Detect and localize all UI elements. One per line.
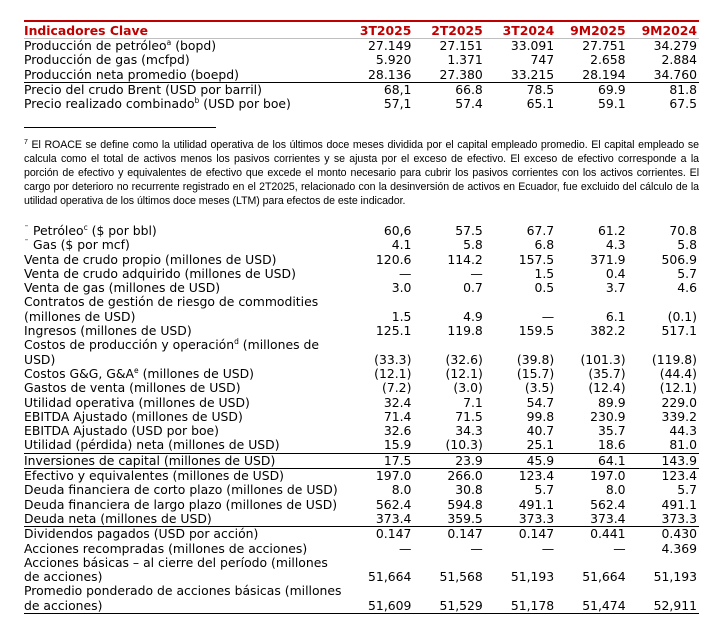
row-label-text: Acciones recompradas (millones de acciones) <box>24 540 308 556</box>
row-unit: (millones de USD) <box>138 365 254 381</box>
value-cell: 15.9 <box>342 438 413 453</box>
value-cell: 4.3 <box>605 237 626 253</box>
row-label-text: Producción de petróleo <box>24 38 167 53</box>
value-cell: 51,178 <box>485 584 556 613</box>
row-label-text: Acciones básicas – al cierre del período (millones de acciones) <box>24 554 328 585</box>
row-label-text: Precio del crudo Brent (USD por barril) <box>24 81 262 97</box>
value-cell: 65.1 <box>526 96 555 112</box>
value-cell: 5.8 <box>463 237 483 253</box>
value-cell: 0.147 <box>375 526 412 542</box>
value-cell: 51,664 <box>582 569 626 585</box>
value-cell: 373.3 <box>485 512 556 527</box>
row-label-text: Efectivo y equivalentes (millones de USD) <box>24 468 284 484</box>
value-cell: 197.0 <box>590 468 626 484</box>
value-cell: 506.9 <box>661 251 697 267</box>
value-cell: 4.6 <box>677 280 697 296</box>
row-label-text: Producción de gas (mcfpd) <box>24 52 190 68</box>
value-cell: 5.920 <box>375 52 412 68</box>
table-row <box>24 338 699 367</box>
row-label <box>24 424 342 438</box>
value-cell: (7.2) <box>382 380 412 396</box>
value-cell: 81.8 <box>669 81 697 97</box>
value-cell: 197.0 <box>375 468 412 484</box>
value-cell: 54.7 <box>526 394 555 410</box>
value-cell: 30.8 <box>455 482 483 498</box>
value-cell: — <box>470 265 483 281</box>
value-cell: — <box>470 540 483 556</box>
row-label <box>24 410 342 424</box>
value-cell: 230.9 <box>590 408 626 424</box>
row-label <box>24 39 342 54</box>
value-cell: — <box>613 540 626 556</box>
value-cell: 6.1 <box>605 308 626 324</box>
value-cell: 27.751 <box>582 38 626 53</box>
value-cell: 33.091 <box>510 38 555 53</box>
value-cell: 99.8 <box>526 408 555 424</box>
column-header: 9M2025 <box>556 21 627 39</box>
value-cell: (33.3) <box>374 351 412 367</box>
value-cell: 143.9 <box>628 453 699 468</box>
value-cell: 157.5 <box>518 251 555 267</box>
value-cell: 67.7 <box>526 223 555 238</box>
value-cell: 562.4 <box>375 496 412 512</box>
value-cell: 266.0 <box>447 468 483 484</box>
table-row <box>24 238 699 252</box>
row-label <box>24 483 342 497</box>
value-cell: (3.0) <box>453 380 483 396</box>
footnote <box>24 138 699 208</box>
row-label <box>24 381 342 395</box>
value-cell: 34.760 <box>628 68 699 83</box>
value-cell: 125.1 <box>375 323 412 339</box>
value-cell: — <box>541 540 555 556</box>
value-cell: 120.6 <box>375 251 412 267</box>
value-cell: 7.1 <box>463 394 483 410</box>
value-cell: 70.8 <box>669 223 697 238</box>
footnote-ref: e <box>134 365 139 375</box>
footnote-marker: 7 <box>24 139 28 146</box>
value-cell: (12.1) <box>445 365 483 381</box>
row-label <box>24 469 342 484</box>
table-row <box>24 82 699 97</box>
footnote-separator <box>24 127 216 128</box>
value-cell: 45.9 <box>485 453 556 468</box>
value-cell: 0.147 <box>518 526 555 542</box>
value-cell: 18.6 <box>556 438 627 453</box>
value-cell: 359.5 <box>413 512 484 527</box>
row-label <box>24 584 342 613</box>
row-label-text: Utilidad operativa (millones de USD) <box>24 394 250 410</box>
value-cell: 3.0 <box>391 280 412 296</box>
row-unit: (bopd) <box>171 38 217 53</box>
value-cell: 66.8 <box>455 81 483 97</box>
value-cell: 373.3 <box>628 512 699 527</box>
row-label-text: Deuda financiera de largo plazo (millones de USD) <box>24 496 338 512</box>
value-cell: 159.5 <box>518 323 555 339</box>
value-cell: 5.8 <box>677 237 697 253</box>
value-cell: 2.884 <box>661 52 697 68</box>
value-cell: 0.147 <box>447 526 483 542</box>
row-label-text: EBITDA Ajustado (USD por boe) <box>24 423 219 439</box>
row-label <box>24 97 342 111</box>
row-label-text: Gastos de venta (millones de USD) <box>24 380 241 396</box>
value-cell: 27.149 <box>368 38 412 53</box>
value-cell: 40.7 <box>526 423 555 439</box>
value-cell: 57.5 <box>455 223 483 238</box>
value-cell: 51,193 <box>510 569 555 585</box>
value-cell: 28.136 <box>342 68 413 83</box>
value-cell: 68,1 <box>383 81 412 97</box>
value-cell: 25.1 <box>485 438 556 453</box>
value-cell: (119.8) <box>651 351 697 367</box>
row-label <box>24 253 342 267</box>
table-row <box>24 224 699 238</box>
row-label-text: Producción neta promedio (boepd) <box>24 66 239 82</box>
row-label-text: EBITDA Ajustado (millones de USD) <box>24 408 243 424</box>
row-label-text: Contratos de gestión de riesgo de commodities (millones de USD) <box>24 294 319 324</box>
key-indicators-table-top <box>24 20 699 111</box>
value-cell: 339.2 <box>661 408 697 424</box>
value-cell: — <box>399 540 412 556</box>
table-row <box>24 381 699 395</box>
value-cell: 35.7 <box>597 423 626 439</box>
value-cell: 28.194 <box>556 68 627 83</box>
value-cell: 34.279 <box>653 38 697 53</box>
table-row <box>24 556 699 585</box>
table-row <box>24 498 699 512</box>
value-cell: 51,568 <box>439 569 483 585</box>
row-label <box>24 82 342 97</box>
table-row <box>24 68 699 83</box>
table-row <box>24 97 699 111</box>
row-label <box>24 367 342 381</box>
value-cell: 4.369 <box>661 540 697 556</box>
value-cell: 17.5 <box>342 453 413 468</box>
value-cell: 373.4 <box>556 512 627 527</box>
row-label <box>24 281 342 295</box>
row-label-text: Precio realizado combinado <box>24 96 195 112</box>
row-label-text: Dividendos pagados (USD por acción) <box>24 526 259 542</box>
value-cell: 229.0 <box>661 394 697 410</box>
value-cell: 4.1 <box>391 237 412 253</box>
value-cell: 51,474 <box>556 584 627 613</box>
value-cell: (32.6) <box>445 351 483 367</box>
value-cell: 1.5 <box>534 265 555 281</box>
value-cell: 51,529 <box>413 584 484 613</box>
value-cell: 371.9 <box>590 251 626 267</box>
sub-item-dash-icon: ˉ <box>24 225 29 236</box>
value-cell: 123.4 <box>518 468 555 484</box>
value-cell: 44.3 <box>669 423 697 439</box>
row-label-text: Gas ($ por mcf) <box>33 237 130 253</box>
value-cell: 8.0 <box>605 482 626 498</box>
value-cell: 57.4 <box>455 96 483 112</box>
value-cell: 0.441 <box>590 526 626 542</box>
row-label <box>24 295 342 324</box>
value-cell: 0.7 <box>463 280 483 296</box>
value-cell: 373.4 <box>342 512 413 527</box>
row-label-text: Petróleo <box>33 223 84 238</box>
row-label <box>24 556 342 585</box>
table-row <box>24 410 699 424</box>
header-row <box>24 21 699 39</box>
value-cell: (3.5) <box>524 380 555 396</box>
row-label-text: Costos de producción y operación <box>24 337 235 353</box>
row-label-text: Inversiones de capital (millones de USD) <box>24 452 276 468</box>
row-label-text: Promedio ponderado de acciones básicas (millones de acciones) <box>24 583 342 613</box>
value-cell: 34.3 <box>455 423 483 439</box>
value-cell: (101.3) <box>580 351 626 367</box>
table-row <box>24 324 699 338</box>
value-cell: 5.7 <box>677 265 697 281</box>
footnote-ref: b <box>194 96 200 106</box>
value-cell: 119.8 <box>447 323 483 339</box>
value-cell: (44.4) <box>659 365 697 381</box>
row-label <box>24 267 342 281</box>
footnote-ref: a <box>166 38 172 47</box>
table-row <box>24 453 699 468</box>
column-header: 3T2024 <box>485 21 556 39</box>
row-label-text: Costos G&G, G&A <box>24 365 135 381</box>
value-cell: 57,1 <box>383 96 412 112</box>
table-row <box>24 542 699 556</box>
table-row <box>24 281 699 295</box>
value-cell: 382.2 <box>590 323 626 339</box>
value-cell: (15.7) <box>516 365 555 381</box>
row-label <box>24 324 342 338</box>
value-cell: (12.4) <box>588 380 626 396</box>
table-row <box>24 584 699 613</box>
row-label <box>24 224 342 238</box>
row-label <box>24 542 342 556</box>
row-label <box>24 338 342 367</box>
value-cell: 491.1 <box>661 496 697 512</box>
table-row <box>24 483 699 497</box>
value-cell: 60,6 <box>383 223 412 238</box>
value-cell: 6.8 <box>534 237 555 253</box>
column-header: 2T2025 <box>413 21 484 39</box>
row-unit: ($ por bbl) <box>87 223 157 238</box>
value-cell: 8.0 <box>391 482 412 498</box>
value-cell: 747 <box>530 52 555 68</box>
table-row <box>24 267 699 281</box>
value-cell: 33.215 <box>485 68 556 83</box>
row-label <box>24 527 342 542</box>
value-cell: (12.1) <box>659 380 697 396</box>
value-cell: 71.5 <box>455 408 483 424</box>
table-row <box>24 469 699 484</box>
value-cell: 114.2 <box>447 251 483 267</box>
row-label <box>24 53 342 67</box>
row-label-text: Deuda financiera de corto plazo (millones de USD) <box>24 482 338 498</box>
value-cell: 67.5 <box>669 96 697 112</box>
table-title: Indicadores Clave <box>24 21 342 39</box>
footnote-text: El ROACE se define como la utilidad operativa de los últimos doce meses dividida por el capital empleado promedio. El capital empleado se calcula como el total de activos menos los pasivos corrientes y se ajusta por el exceso de efectivo. El exceso de efectivo corresponde a la porción de efectivo y equivalentes de efectivo que excede el monto necesario para cubrir los pasivos corrientes con los activos corrientes. El cargo por deterioro no recurrente registrado en el 2T2025, relacionado con la desinversión de activos en Ecuador, fue excluido del cálculo de la utilidad operativa de los últimos doce meses (LTM) para efectos de este indicador. <box>24 139 699 207</box>
row-label <box>24 438 342 453</box>
table-row <box>24 527 699 542</box>
row-label <box>24 238 342 252</box>
value-cell: 78.5 <box>526 81 555 97</box>
value-cell: 23.9 <box>413 453 484 468</box>
row-label-text: Venta de crudo adquirido (millones de USD) <box>24 265 296 281</box>
value-cell: 123.4 <box>661 468 697 484</box>
value-cell: 52,911 <box>628 584 699 613</box>
value-cell: (12.1) <box>374 365 412 381</box>
value-cell: 81.0 <box>628 438 699 453</box>
row-label <box>24 498 342 512</box>
row-unit: (millones de USD) <box>24 337 319 367</box>
value-cell: 71.4 <box>383 408 412 424</box>
value-cell: 69.9 <box>597 81 626 97</box>
value-cell: (0.1) <box>667 308 697 324</box>
row-label-text: Ingresos (millones de USD) <box>24 323 192 339</box>
value-cell: 1.5 <box>391 308 412 324</box>
table-row <box>24 367 699 381</box>
table-row <box>24 53 699 67</box>
table-row <box>24 512 699 527</box>
value-cell: — <box>399 265 412 281</box>
value-cell: 0.430 <box>661 526 697 542</box>
value-cell: 2.658 <box>590 52 626 68</box>
value-cell: 32.4 <box>383 394 412 410</box>
value-cell: 3.7 <box>605 280 626 296</box>
table-row <box>24 396 699 410</box>
table-row <box>24 424 699 438</box>
row-label-text: Venta de crudo propio (millones de USD) <box>24 251 277 267</box>
row-label <box>24 396 342 410</box>
row-label <box>24 68 342 83</box>
value-cell: 1.371 <box>447 52 483 68</box>
table-row <box>24 39 699 54</box>
column-header: 9M2024 <box>628 21 699 39</box>
value-cell: 64.1 <box>556 453 627 468</box>
value-cell: 517.1 <box>661 323 697 339</box>
value-cell: 27.151 <box>439 38 483 53</box>
value-cell: 51,193 <box>653 569 697 585</box>
footnote-ref: d <box>234 337 239 347</box>
value-cell: 0.5 <box>534 280 555 296</box>
value-cell: 51,609 <box>342 584 413 613</box>
value-cell: — <box>541 308 555 324</box>
row-label-text: Utilidad (pérdida) neta (millones de USD) <box>24 437 280 453</box>
value-cell: 89.9 <box>597 394 626 410</box>
footnote-ref: c <box>83 223 88 232</box>
value-cell: 27.380 <box>413 68 484 83</box>
table-row <box>24 253 699 267</box>
value-cell: (10.3) <box>413 438 484 453</box>
value-cell: 562.4 <box>590 496 626 512</box>
row-label-text: Venta de gas (millones de USD) <box>24 280 221 296</box>
table-row <box>24 438 699 453</box>
value-cell: 59.1 <box>597 96 626 112</box>
value-cell: (35.7) <box>588 365 626 381</box>
value-cell: 4.9 <box>463 308 483 324</box>
value-cell: 5.7 <box>534 482 555 498</box>
value-cell: (39.8) <box>516 351 555 367</box>
value-cell: 0.4 <box>605 265 626 281</box>
column-header: 3T2025 <box>342 21 413 39</box>
value-cell: 51,664 <box>368 569 412 585</box>
row-label <box>24 453 342 468</box>
value-cell: 61.2 <box>597 223 626 238</box>
row-unit: (USD por boe) <box>199 96 291 112</box>
sub-item-dash-icon: ˉ <box>24 239 29 251</box>
row-label <box>24 512 342 527</box>
value-cell: 491.1 <box>518 496 555 512</box>
table-row <box>24 295 699 324</box>
value-cell: 5.7 <box>677 482 697 498</box>
key-indicators-table-bottom <box>24 224 699 614</box>
row-label-text: Deuda neta (millones de USD) <box>24 510 212 526</box>
value-cell: 32.6 <box>383 423 412 439</box>
value-cell: 594.8 <box>447 496 483 512</box>
